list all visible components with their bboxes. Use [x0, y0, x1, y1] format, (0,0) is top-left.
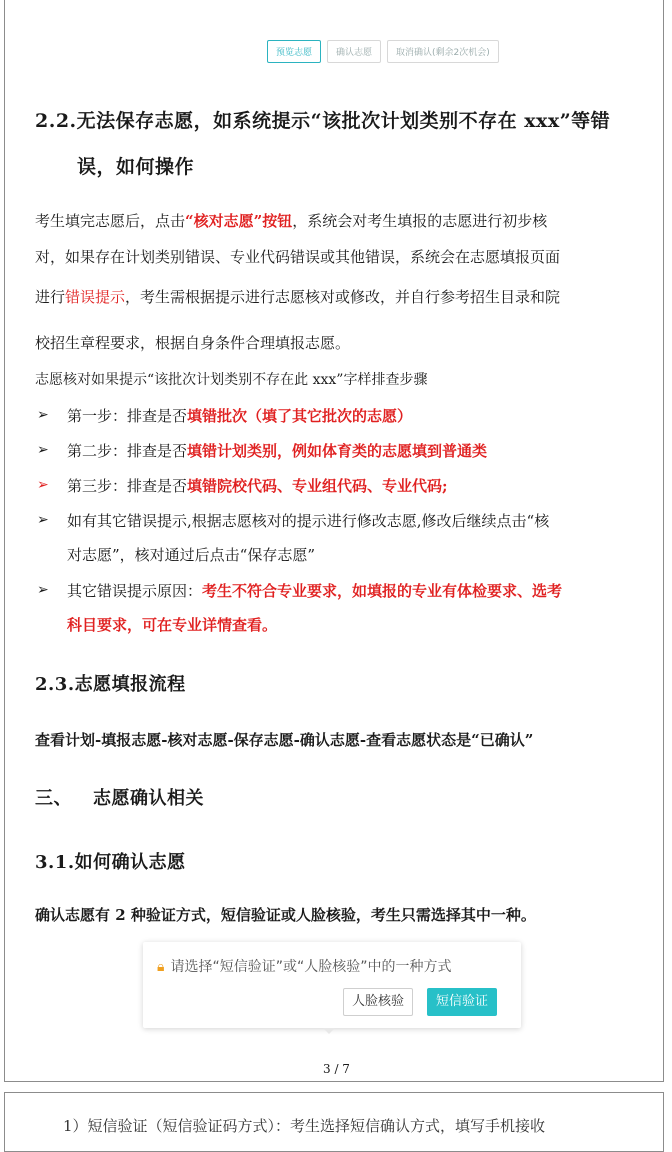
- page-number: 3 / 7: [323, 1062, 350, 1076]
- preview-volunteer-button[interactable]: 预览志愿: [267, 40, 321, 63]
- face-verify-button[interactable]: 人脸核验: [343, 988, 413, 1016]
- error-hint-mention: 错误提示: [65, 288, 126, 306]
- bullet-icon: ➢: [37, 477, 49, 493]
- confirm-hint: 🔒︎ 请选择“短信验证”或“人脸核验”中的一种方式: [157, 959, 452, 975]
- step-4-line2: 对志愿”，核对通过后点击“保存志愿”: [67, 546, 316, 564]
- paragraph-line: 对，如果存在计划类别错误、专业代码错误或其他错误，系统会在志愿填报页面: [35, 248, 561, 266]
- cancel-confirm-button[interactable]: 取消确认(剩余2次机会): [387, 40, 499, 63]
- check-button-mention: “核对志愿”按钮: [185, 212, 293, 230]
- paragraph-line: 校招生章程要求，根据自身条件合理填报志愿。: [35, 334, 351, 352]
- lock-icon: 🔒︎: [157, 959, 165, 975]
- next-page-partial-line: 1）短信验证（短信验证码方式）：考生选择短信确认方式，填写手机接收: [63, 1117, 546, 1135]
- step-3: 第三步：排查是否填错院校代码、专业组代码、专业代码;: [67, 477, 448, 495]
- popover-caret: [323, 1028, 335, 1034]
- section-2-2-heading-line1: 2.2.无法保存志愿，如系统提示“该批次计划类别不存在 xxx”等错: [35, 110, 611, 132]
- paragraph-line: 进行错误提示，考生需根据提示进行志愿核对或修改，并自行参考招生目录和院: [35, 288, 561, 306]
- next-page: [4, 1092, 664, 1152]
- section-3-heading: 志愿确认相关: [93, 788, 204, 809]
- confirm-volunteer-button[interactable]: 确认志愿: [327, 40, 381, 63]
- bullet-icon: ➢: [37, 407, 49, 423]
- step-4-line1: 如有其它错误提示,根据志愿核对的提示进行修改志愿,修改后继续点击“核: [67, 512, 550, 530]
- document-page: [4, 0, 664, 1082]
- bullet-icon: ➢: [37, 582, 49, 598]
- section-2-2-heading-line2: 误，如何操作: [77, 156, 195, 178]
- section-3-1-heading: 3.1.如何确认志愿: [35, 852, 186, 873]
- bullet-icon: ➢: [37, 512, 49, 528]
- confirm-intro: 确认志愿有 2 种验证方式，短信验证或人脸核验，考生只需选择其中一种。: [35, 906, 536, 924]
- step-1: 第一步：排查是否填错批次（填了其它批次的志愿）: [67, 407, 413, 425]
- step-5-line1: 其它错误提示原因：考生不符合专业要求，如填报的专业有体检要求、选考: [67, 582, 563, 600]
- bullet-icon: ➢: [37, 442, 49, 458]
- step-2: 第二步：排查是否填错计划类别，例如体育类的志愿填到普通类: [67, 442, 488, 460]
- sms-verify-button[interactable]: 短信验证: [427, 988, 497, 1016]
- section-3-heading-num: 三、: [35, 788, 72, 809]
- paragraph-line: 考生填完志愿后，点击“核对志愿”按钮，系统会对考生填报的志愿进行初步核: [35, 212, 548, 230]
- confirm-method-card: [143, 942, 521, 1028]
- top-button-bar: [267, 40, 499, 63]
- paragraph-line: 志愿核对如果提示“该批次计划类别不存在此 xxx”字样排查步骤: [35, 372, 428, 388]
- section-2-3-heading: 2.3.志愿填报流程: [35, 674, 186, 695]
- step-5-line2: 科目要求，可在专业详情查看。: [67, 616, 278, 634]
- fill-flow: 查看计划-填报志愿-核对志愿-保存志愿-确认志愿-查看志愿状态是“已确认”: [35, 731, 534, 749]
